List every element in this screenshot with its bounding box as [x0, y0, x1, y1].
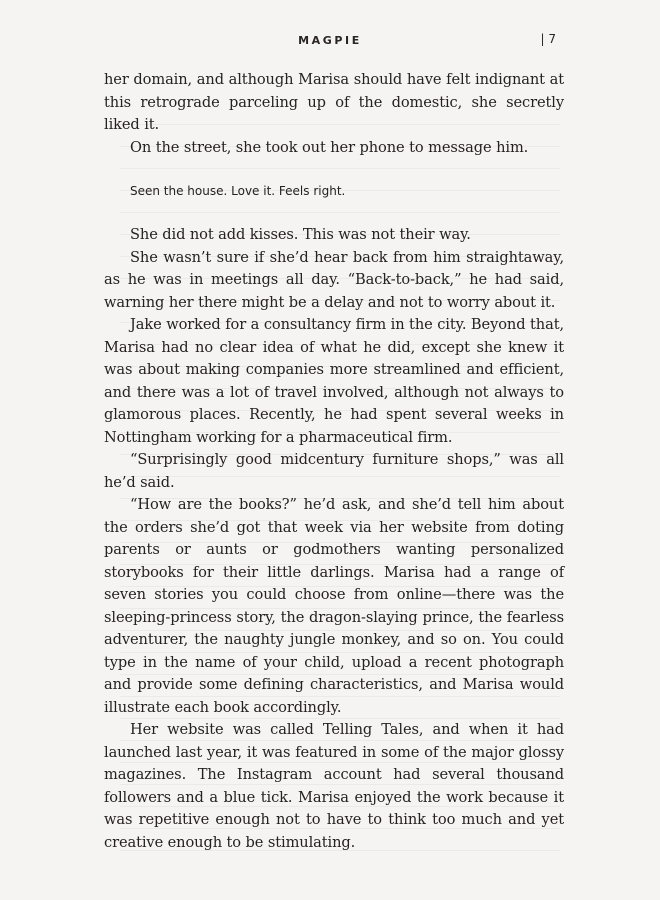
running-head	[0, 32, 660, 52]
paragraph: Jake worked for a consultancy firm in the city. Beyond that, Marisa had no clear idea of what he did, except she knew it was about making companies more streamlined and efficient, and there was a lot of travel involved, although not always to glamorous places. Recently, he had spent several weeks in Nottingham working for a pharmaceutical firm.	[104, 316, 564, 446]
paragraph: She did not add kisses. This was not their way.	[130, 226, 471, 243]
paragraph: On the street, she took out her phone to message him.	[130, 138, 529, 156]
paragraph: “How are the books?” he’d ask, and she’d tell him about the orders she’d got that week via her website from doting parents or aunts or godmothers wanting personalized storybooks for their little darlings. Marisa had a range of seven stories you could choose from online—there was the sleeping-princess story, the dragon-slaying prince, the fearless adventurer, the naughty jungle monkey, and so on. You could type in the name of your child, upload a recent photograph and provide some defining characteristics, and Marisa would illustrate each book accordingly.	[104, 496, 564, 716]
paragraph-continued: her domain, and although Marisa should have felt indignant at this retrograde parceling up of the domestic, she secretly liked it.	[104, 71, 564, 133]
page-number: | 7	[540, 32, 556, 46]
paragraph: She wasn’t sure if she’d hear back from him straightaway, as he was in meetings all day. “Back-to-back,” he had said, warning her there might be a delay and not to worry about it.	[104, 248, 564, 311]
paragraph: “Surprisingly good midcentury furniture shops,” was all he’d said.	[104, 451, 564, 491]
body-text	[104, 69, 564, 854]
text-message: Seen the house. Love it. Feels right.	[130, 184, 346, 198]
paragraph: Her website was called Telling Tales, and when it had launched last year, it was featured in some of the major glossy magazines. The Instagram account had several thousand followers and a blue tick. Marisa enjoyed the work because it was repetitive enough not to have to think too much and yet creative enough to be stimulating.	[104, 721, 564, 851]
book-title-header: MAGPIE	[298, 34, 362, 47]
